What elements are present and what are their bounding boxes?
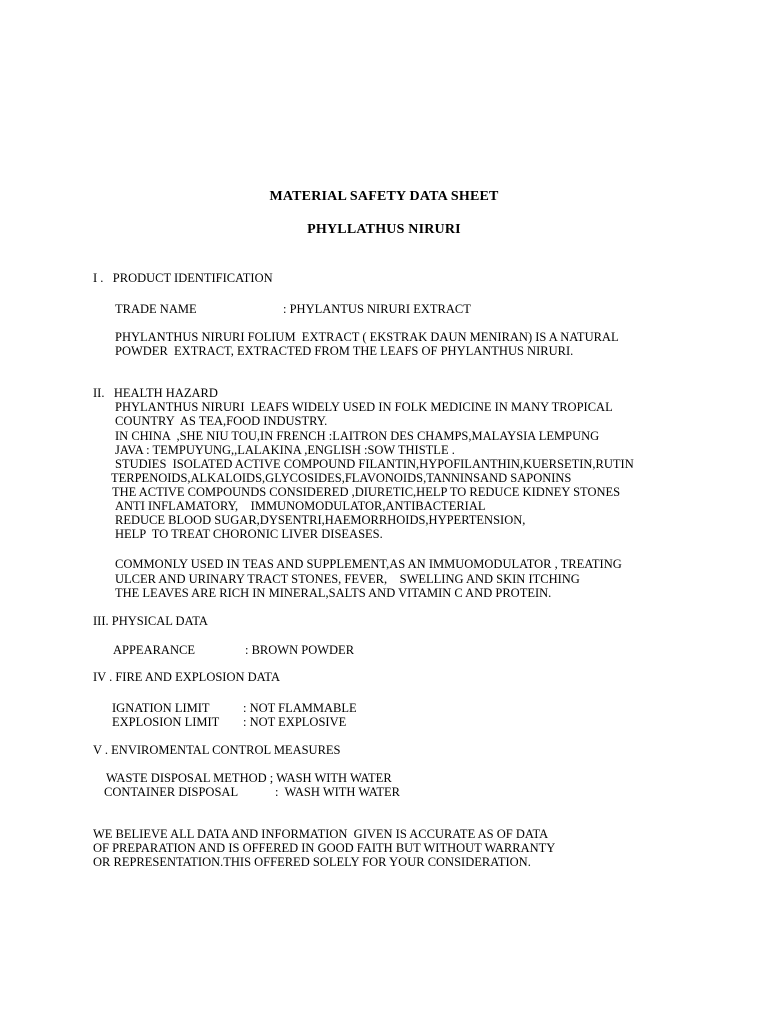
explosion-value: : NOT EXPLOSIVE [243, 715, 347, 729]
health-hazard-line: TERPENOIDS,ALKALOIDS,GLYCOSIDES,FLAVONOIDS,TANNINSAND SAPONINS [111, 471, 572, 485]
health-hazard-line: THE LEAVES ARE RICH IN MINERAL,SALTS AND VITAMIN C AND PROTEIN. [115, 586, 552, 600]
waste-disposal-line: WASTE DISPOSAL METHOD ; WASH WITH WATER [106, 771, 392, 785]
health-hazard-line: COUNTRY AS TEA,FOOD INDUSTRY. [115, 414, 328, 428]
trade-name-label: TRADE NAME [115, 302, 197, 316]
health-hazard-line: THE ACTIVE COMPOUNDS CONSIDERED ,DIURETIC,HELP TO REDUCE KIDNEY STONES [112, 485, 621, 499]
health-hazard-line: HELP TO TREAT CHORONIC LIVER DISEASES. [115, 527, 383, 541]
health-hazard-line: STUDIES ISOLATED ACTIVE COMPOUND FILANTIN,HYPOFILANTHIN,KUERSETIN,RUTIN [115, 457, 634, 471]
disclaimer-line: WE BELIEVE ALL DATA AND INFORMATION GIVEN IS ACCURATE AS OF DATA [93, 827, 549, 841]
description-line: PHYLANTHUS NIRURI FOLIUM EXTRACT ( EKSTRAK DAUN MENIRAN) IS A NATURAL [115, 330, 619, 344]
health-hazard-line: JAVA : TEMPUYUNG,,LALAKINA ,ENGLISH :SOW THISTLE . [115, 443, 455, 457]
ignation-label: IGNATION LIMIT [112, 701, 210, 715]
health-hazard-line: IN CHINA ,SHE NIU TOU,IN FRENCH :LAITRON DES CHAMPS,MALAYSIA LEMPUNG [115, 429, 600, 443]
description-line: POWDER EXTRACT, EXTRACTED FROM THE LEAFS OF PHYLANTHUS NIRURI. [115, 344, 574, 358]
section-1-heading: I . PRODUCT IDENTIFICATION [93, 271, 273, 285]
section-5-heading: V . ENVIROMENTAL CONTROL MEASURES [93, 743, 341, 757]
container-disposal-value: : WASH WITH WATER [275, 785, 400, 799]
ignation-value: : NOT FLAMMABLE [243, 701, 357, 715]
document-title: MATERIAL SAFETY DATA SHEET [269, 189, 499, 204]
section-4-heading: IV . FIRE AND EXPLOSION DATA [93, 670, 280, 684]
health-hazard-line: ULCER AND URINARY TRACT STONES, FEVER, SWELLING AND SKIN ITCHING [115, 572, 580, 586]
appearance-value: : BROWN POWDER [245, 643, 355, 657]
health-hazard-line: COMMONLY USED IN TEAS AND SUPPLEMENT,AS AN IMMUOMODULATOR , TREATING [115, 557, 622, 571]
appearance-label: APPEARANCE [113, 643, 195, 657]
explosion-label: EXPLOSION LIMIT [112, 715, 220, 729]
disclaimer-line: OR REPRESENTATION.THIS OFFERED SOLELY FOR YOUR CONSIDERATION. [93, 855, 531, 869]
section-3-heading: III. PHYSICAL DATA [93, 614, 208, 628]
health-hazard-line: PHYLANTHUS NIRURI LEAFS WIDELY USED IN FOLK MEDICINE IN MANY TROPICAL [115, 400, 613, 414]
document-subtitle: PHYLLATHUS NIRURI [307, 222, 461, 237]
section-2-heading: II. HEALTH HAZARD [93, 386, 218, 400]
health-hazard-line: REDUCE BLOOD SUGAR,DYSENTRI,HAEMORRHOIDS,HYPERTENSION, [115, 513, 526, 527]
container-disposal-label: CONTAINER DISPOSAL [104, 785, 239, 799]
trade-name-value: : PHYLANTUS NIRURI EXTRACT [283, 302, 471, 316]
health-hazard-line: ANTI INFLAMATORY, IMMUNOMODULATOR,ANTIBACTERIAL [115, 499, 486, 513]
disclaimer-line: OF PREPARATION AND IS OFFERED IN GOOD FAITH BUT WITHOUT WARRANTY [93, 841, 556, 855]
